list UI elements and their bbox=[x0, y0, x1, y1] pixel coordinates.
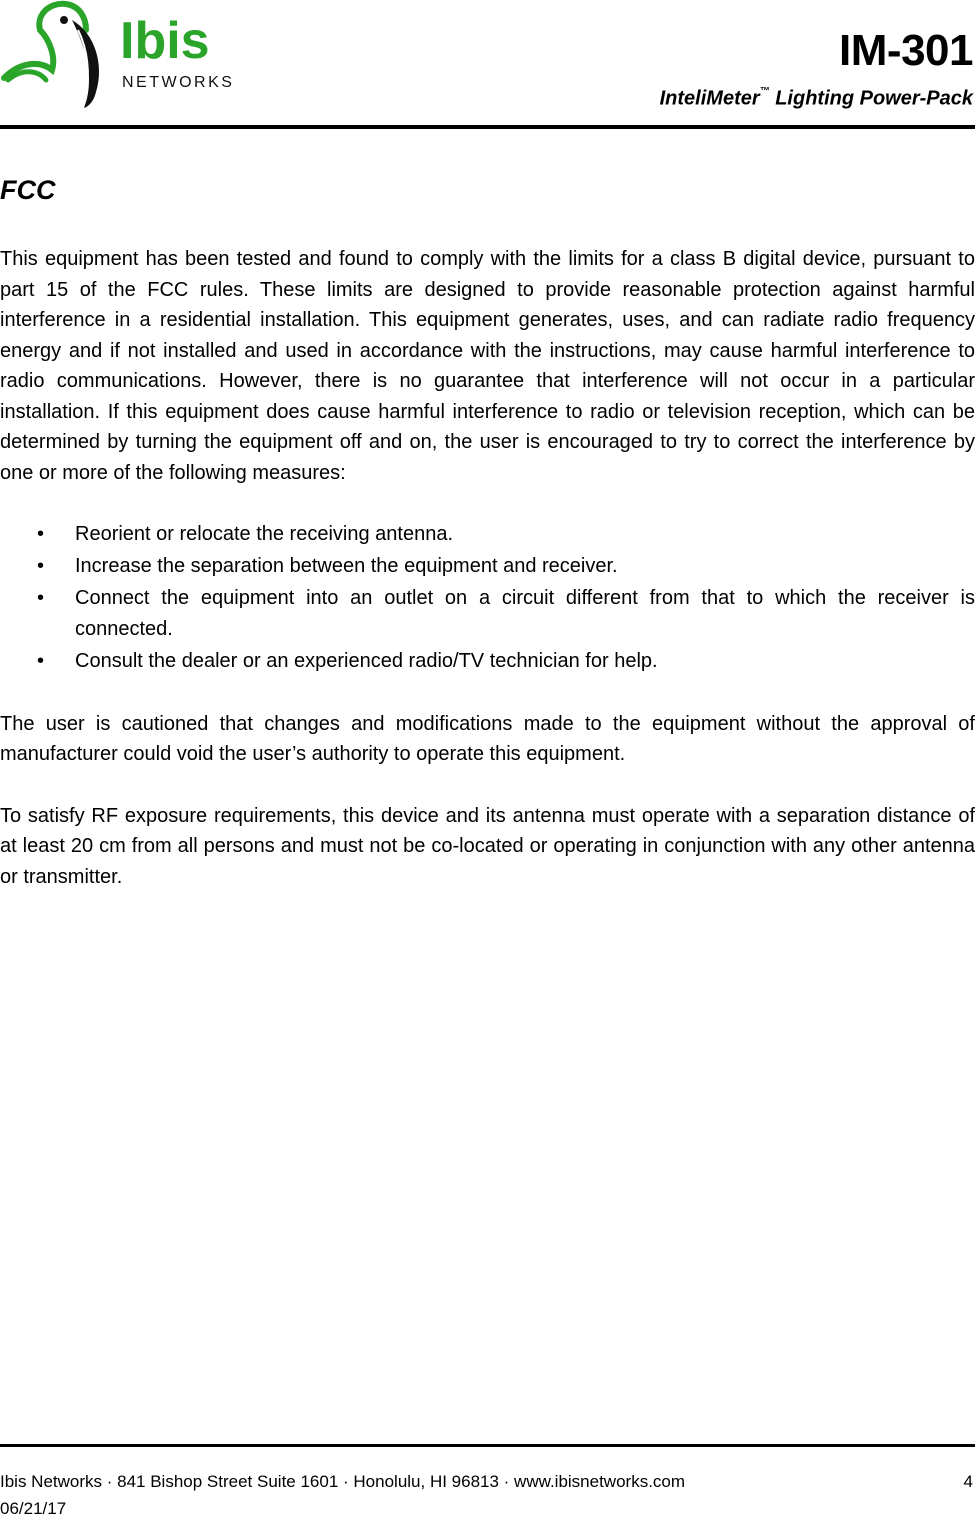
ibis-bird-logo-icon bbox=[0, 0, 250, 112]
measure-text: Increase the separation between the equipment and receiver. bbox=[75, 555, 618, 577]
document-header bbox=[660, 26, 973, 112]
measure-text: Consult the dealer or an experienced radio/TV technician for help. bbox=[75, 649, 658, 672]
list-item bbox=[0, 646, 975, 677]
brand-name: Ibis bbox=[120, 12, 210, 70]
main-content bbox=[0, 172, 975, 892]
section-title: FCC bbox=[0, 175, 56, 205]
measure-text: Reorient or relocate the receiving antenna. bbox=[75, 523, 454, 545]
brand-tagline: NETWORKS bbox=[122, 74, 235, 91]
ibis-networks-logo bbox=[0, 0, 250, 112]
document-id: IM-301 bbox=[839, 26, 973, 75]
header-divider bbox=[0, 125, 975, 129]
fcc-paragraph-caution: The user is cautioned that changes and modifications made to the equipment without the approval of manufacturer could void the user’s authority to operate this equipment. bbox=[0, 712, 975, 765]
fcc-paragraph-compliance: This equipment has been tested and found to comply with the limits for a class B digital device, pursuant to part 15 of the FCC rules. These limits are designed to provide reasonable protection against harmful interference in a residential installation. This equipment generates, uses, and can radiate radio frequency energy and if not installed and used in accordance with the instructions, may cause harmful interference to radio communications. However, there is no guarantee that interference will not occur in a particular installation. If this equipment does cause harmful interference to radio or television reception, which can be determined by turning the equipment off and on, the user is encouraged to try to correct the interference by one or more of the following measures: bbox=[0, 248, 975, 484]
footer-address: Ibis Networks · 841 Bishop Street Suite 1601 · Honolulu, HI 96813 · www.ibisnetworks.com bbox=[0, 1472, 686, 1491]
trademark-symbol: ™ bbox=[759, 86, 770, 97]
subtitle-product: InteliMeter bbox=[659, 87, 760, 110]
page-footer bbox=[0, 1468, 975, 1522]
footer-divider bbox=[0, 1444, 975, 1447]
list-item bbox=[0, 551, 975, 582]
page-number: 4 bbox=[963, 1472, 973, 1491]
bullet-icon: • bbox=[37, 649, 45, 672]
subtitle-rest: Lighting Power-Pack bbox=[769, 87, 973, 110]
fcc-paragraph-rf-exposure: To satisfy RF exposure requirements, this device and its antenna must operate with a separation distance of at least 20 cm from all persons and must not be co-located or operating in conjunction with any other antenna or transmitter. bbox=[0, 804, 975, 888]
measures-list bbox=[0, 519, 975, 676]
measure-text: Connect the equipment into an outlet on a circuit different from that to which the receiver is connected. bbox=[75, 587, 975, 640]
list-item bbox=[0, 583, 975, 644]
footer-date: 06/21/17 bbox=[0, 1499, 67, 1518]
document-subtitle bbox=[660, 82, 973, 112]
bullet-icon: • bbox=[37, 555, 45, 577]
bullet-icon: • bbox=[37, 523, 45, 545]
bullet-icon: • bbox=[37, 587, 45, 609]
list-item bbox=[0, 519, 975, 550]
